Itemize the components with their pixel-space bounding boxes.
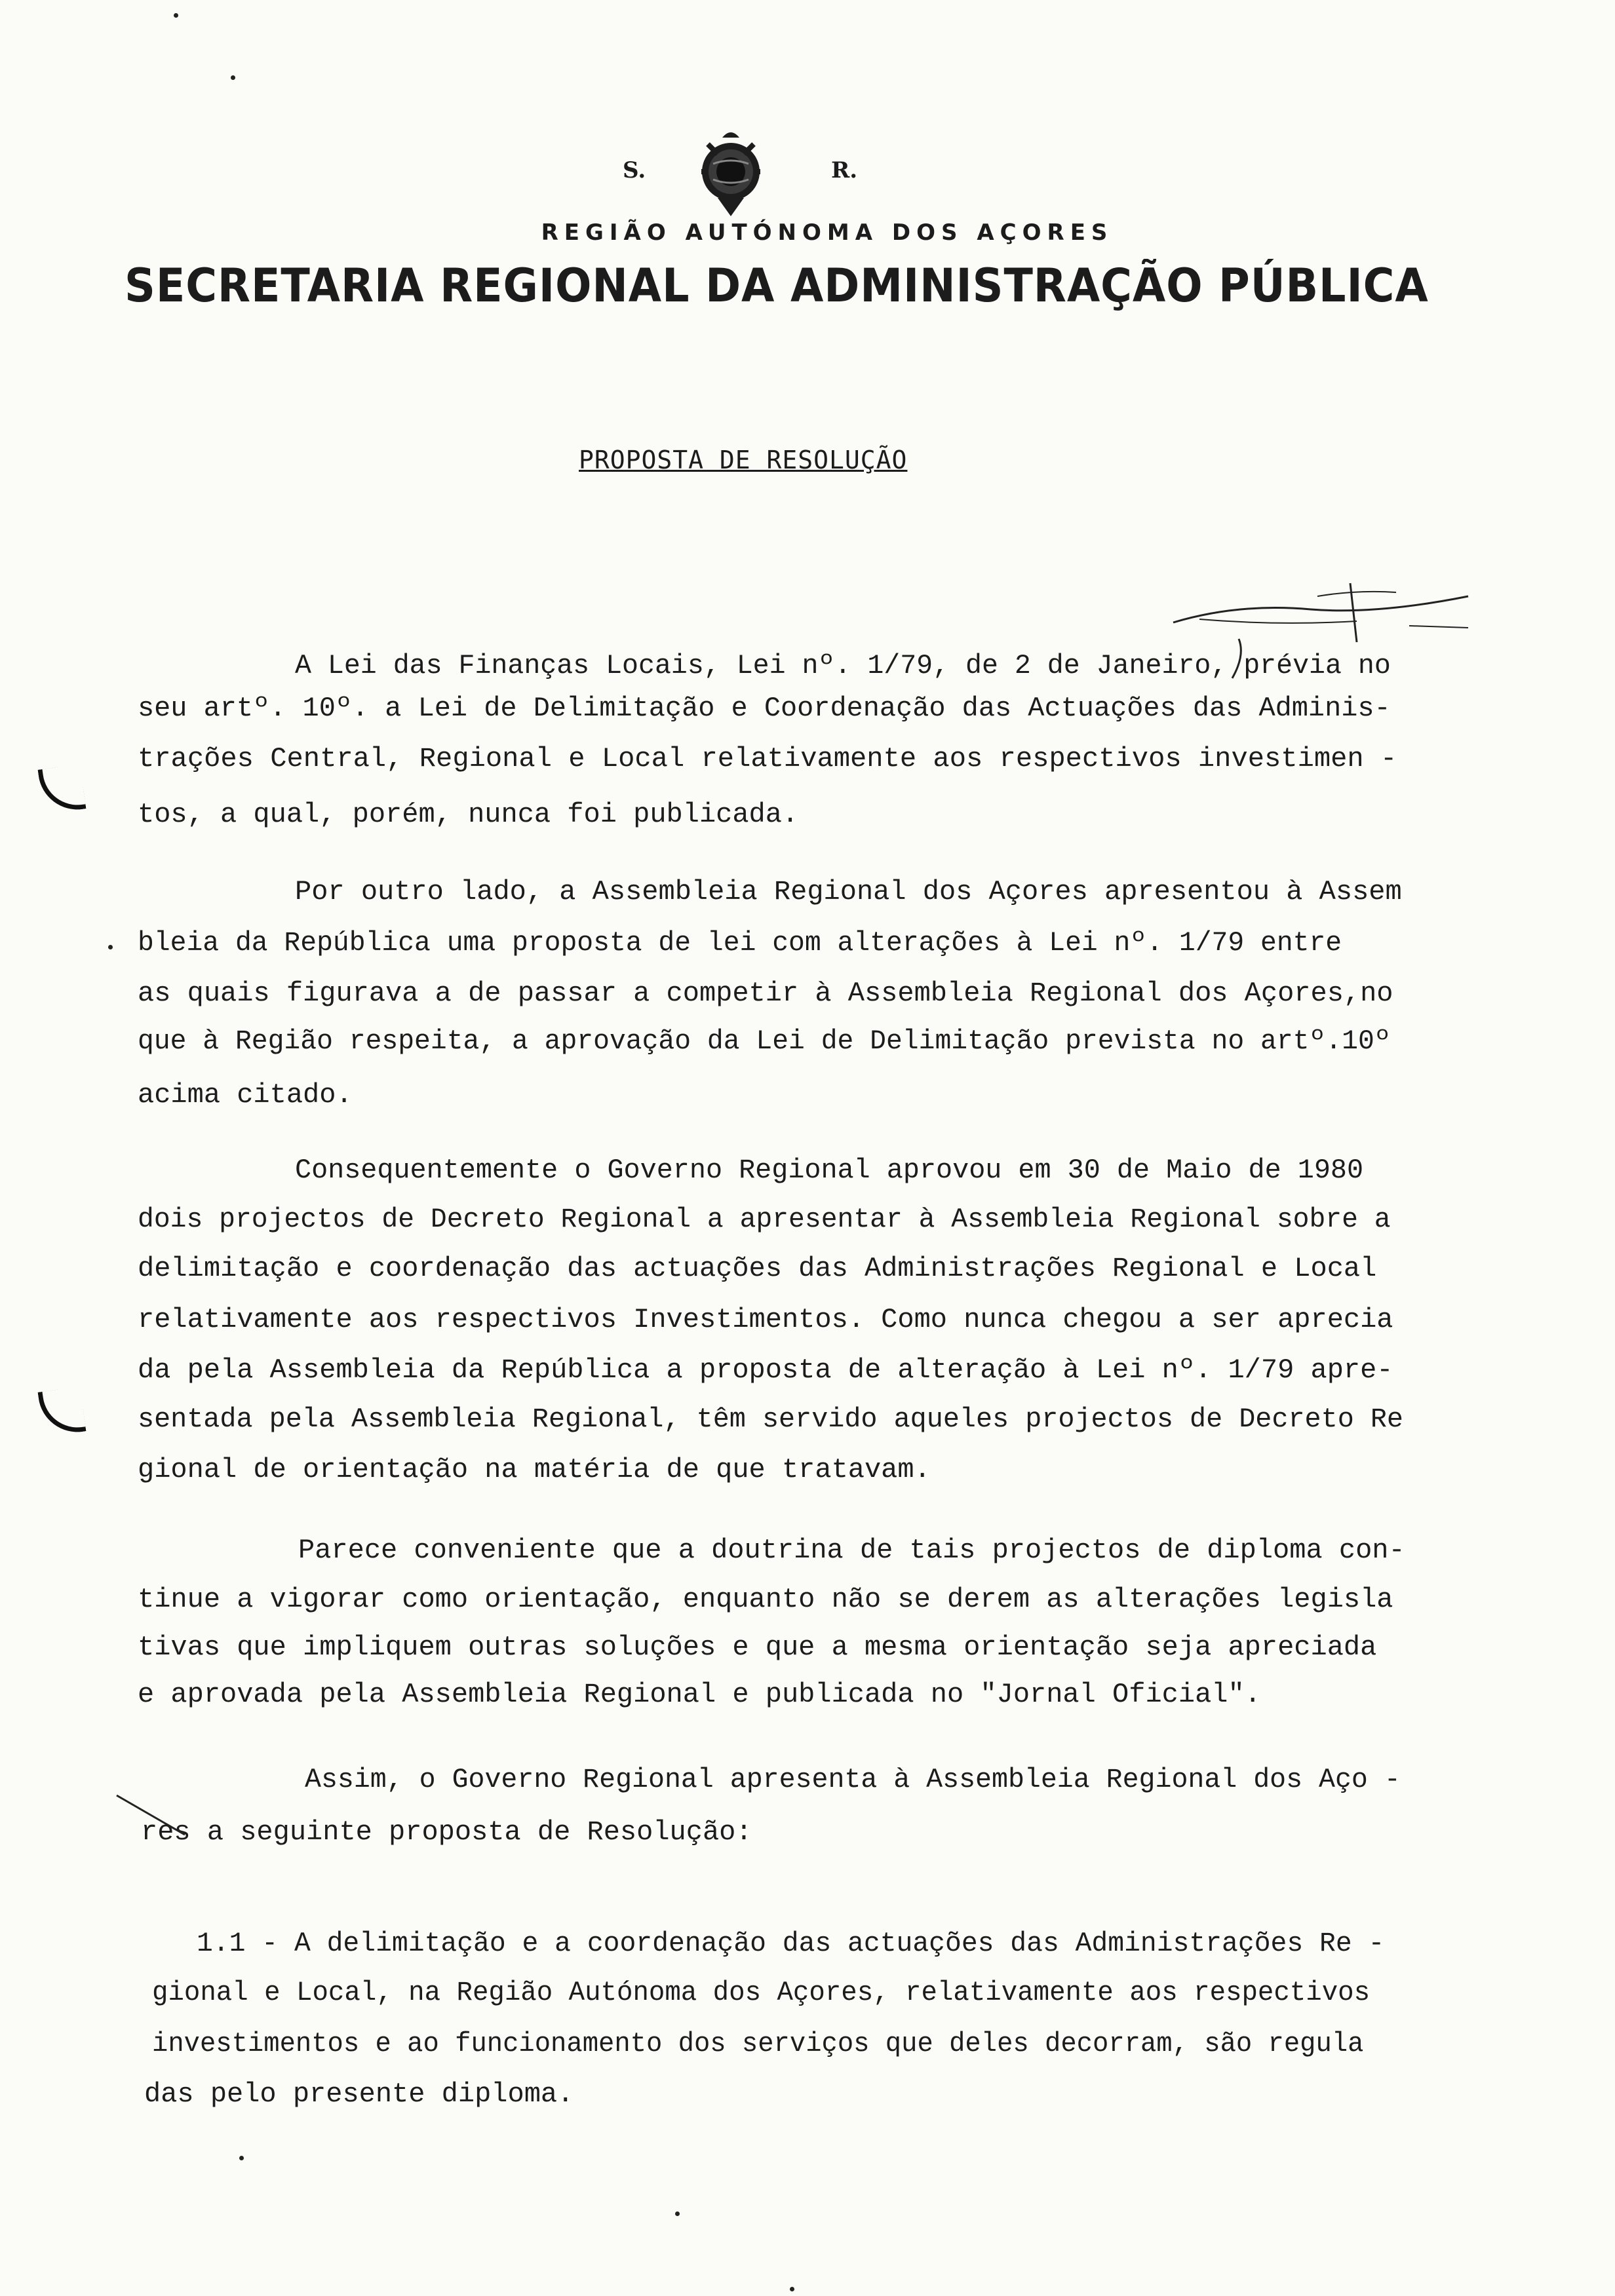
scan-speck [231,75,235,80]
paragraph-3-line-2: dois projectos de Decreto Regional a apresentar à Assembleia Regional sobre a [138,1204,1391,1235]
paragraph-1-line-2: seu artº. 10º. a Lei de Delimitação e Coordenação das Actuações das Adminis- [138,693,1391,724]
paragraph-3-line-5: da pela Assembleia da República a proposta de alteração à Lei nº. 1/79 apre- [138,1354,1393,1386]
binder-hole-mark-lower [38,1387,87,1437]
paragraph-3-line-4: relativamente aos respectivos Investimentos. Como nunca chegou a ser aprecia [138,1304,1393,1335]
paragraph-3-line-3: delimitação e coordenação das actuações das Administrações Regional e Local [138,1253,1377,1284]
scan-speck [675,2211,680,2216]
paragraph-6-line-1: 1.1 - A delimitação e a coordenação das actuações das Administrações Re - [197,1928,1385,1959]
paragraph-2-line-2: bleia da República uma proposta de lei com alterações à Lei nº. 1/79 entre [138,927,1342,959]
department-heading: SECRETARIA REGIONAL DA ADMINISTRAÇÃO PÚBLICA [125,259,1429,313]
seal-mark-right: R. [831,157,858,183]
paragraph-3-line-6: sentada pela Assembleia Regional, têm servido aqueles projectos de Decreto Re [138,1404,1404,1435]
handwritten-mark-icon [1160,564,1488,688]
paragraph-4-line-3: tivas que impliquem outras soluções e que a mesma orientação seja apreciada [138,1632,1377,1663]
scan-speck [239,2156,244,2160]
scan-speck [790,2287,794,2291]
paragraph-3-line-7: gional de orientação na matéria de que tratavam. [138,1454,931,1485]
paragraph-2-line-4: que à Região respeita, a aprovação da Lei de Delimitação prevista no artº.10º [138,1025,1391,1057]
paragraph-3-line-1: Consequentemente o Governo Regional aprovou em 30 de Maio de 1980 [295,1155,1364,1186]
scan-speck [108,945,113,949]
paragraph-2-line-5: acima citado. [138,1079,353,1111]
coat-of-arms-icon [682,124,780,223]
paragraph-4-line-2: tinue a vigorar como orientação, enquanto não se derem as alterações legisla [138,1584,1393,1615]
paragraph-2-line-1: Por outro lado, a Assembleia Regional dos Açores apresentou à Assem [295,876,1402,908]
paragraph-6-line-2: gional e Local, na Região Autónoma dos Açores, relativamente aos respectivos [152,1977,1371,2008]
handwritten-tick-icon [111,1789,190,1848]
letterhead-seal-row [0,124,1615,223]
paragraph-1-line-1: A Lei das Finanças Locais, Lei nº. 1/79, de 2 de Janeiro, prévia no [295,650,1391,681]
paragraph-5-line-2: res a seguinte proposta de Resolução: [141,1816,752,1848]
paragraph-2-line-3: as quais figurava a de passar a competir à Assembleia Regional dos Açores,no [138,978,1393,1009]
scan-speck [174,13,178,18]
paragraph-4-line-4: e aprovada pela Assembleia Regional e publicada no "Jornal Oficial". [138,1679,1261,1710]
paragraph-1-line-4: tos, a qual, porém, nunca foi publicada. [138,799,799,830]
paragraph-6-line-4: das pelo presente diploma. [144,2078,574,2110]
region-heading: REGIÃO AUTÓNOMA DOS AÇORES [541,220,1114,246]
paragraph-4-line-1: Parece conveniente que a doutrina de tais projectos de diploma con- [298,1535,1405,1566]
binder-hole-mark-upper [38,764,87,814]
seal-mark-left: S. [623,157,646,183]
paragraph-6-line-3: investimentos e ao funcionamento dos serviços que deles decorram, são regula [152,2028,1364,2059]
paragraph-1-line-3: trações Central, Regional e Local relativamente aos respectivos investimen - [138,743,1397,775]
paragraph-5-line-1: Assim, o Governo Regional apresenta à Assembleia Regional dos Aço - [305,1764,1401,1795]
document-title: PROPOSTA DE RESOLUÇÃO [579,446,908,474]
